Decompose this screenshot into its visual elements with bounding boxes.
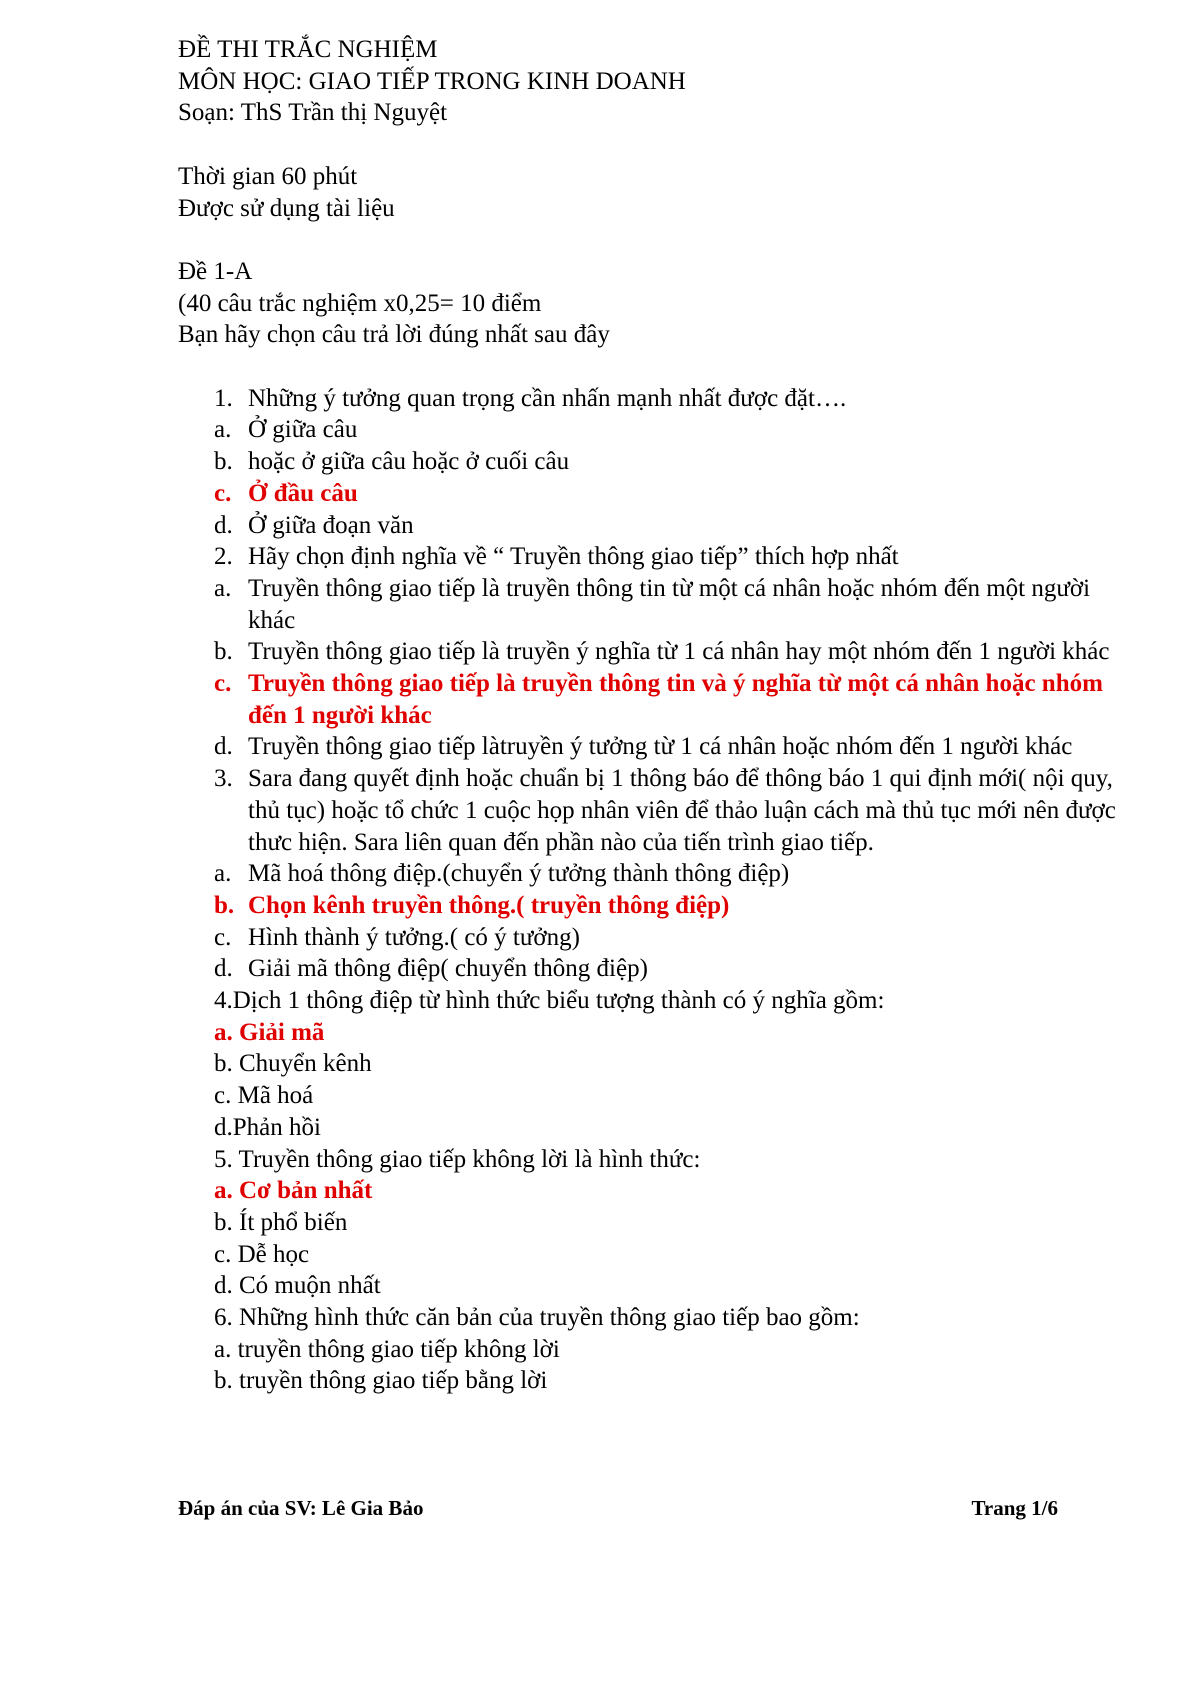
author-line: Soạn: ThS Trần thị Nguyệt [178, 99, 448, 127]
page-footer [178, 1496, 1058, 1521]
q5-option-d: d. Có muộn nhất [214, 1272, 381, 1300]
question-3: 3. Sara đang quyết định hoặc chuẩn bị 1 thông báo để thông báo 1 qui định mới( nội quy, thủ tục) hoặc tổ chức 1 cuộc họp nhân viên để thảo luận cách mà thủ tục mới nên được thưc hiện. Sara liên quan đến phần nào của tiến trình giao tiếp. [214, 765, 1116, 856]
q1-option-c-correct: c. Ở đầu câu [214, 479, 358, 507]
q3-option-b-correct: b. Chọn kênh truyền thông.( truyền thông điệp) [214, 891, 730, 919]
q4-option-b: b. Chuyển kênh [214, 1050, 372, 1078]
q3-option-d: d. Giải mã thông điệp( chuyển thông điệp) [214, 955, 648, 983]
q4-option-c: c. Mã hoá [214, 1082, 314, 1110]
question-4: 4.Dịch 1 thông điệp từ hình thức biểu tượng thành có ý nghĩa gồm: [214, 987, 885, 1015]
exam-code: Đề 1-A [178, 257, 253, 285]
footer-page-number: Trang 1/6 [971, 1496, 1058, 1520]
materials-line: Được sử dụng tài liệu [178, 194, 395, 222]
q4-option-a-correct: a. Giải mã [214, 1018, 325, 1046]
q5-option-c: c. Dễ học [214, 1240, 310, 1268]
q2-option-a: a. Truyền thông giao tiếp là truyền thông tin từ một cá nhân hoặc nhóm đến một người khác [214, 574, 1091, 634]
q6-option-a: a. truyền thông giao tiếp không lời [214, 1335, 560, 1363]
question-5: 5. Truyền thông giao tiếp không lời là hình thức: [214, 1145, 701, 1173]
footer-student-answer: Đáp án của SV: Lê Gia Bảo [178, 1496, 424, 1520]
q5-option-a-correct: a. Cơ bản nhất [214, 1177, 373, 1205]
q2-option-c-correct: c. Truyền thông giao tiếp là truyền thông tin và ý nghĩa từ một cá nhân hoặc nhóm đến 1 người khác [214, 670, 1103, 729]
q2-option-d: d. Truyền thông giao tiếp làtruyền ý tưởng từ 1 cá nhân hoặc nhóm đến 1 người khác [214, 733, 1073, 761]
q5-option-b: b. Ít phổ biến [214, 1208, 348, 1236]
q3-option-c: c. Hình thành ý tưởng.( có ý tưởng) [214, 923, 580, 951]
spacer [178, 351, 1118, 383]
spacer [178, 224, 1118, 256]
q3-option-a: a. Mã hoá thông điệp.(chuyển ý tưởng thành thông điệp) [214, 860, 790, 888]
instruction-line: Bạn hãy chọn câu trả lời đúng nhất sau đây [178, 321, 610, 349]
question-2: 2. Hãy chọn định nghĩa về “ Truyền thông giao tiếp” thích hợp nhất [214, 543, 899, 571]
subject-title: MÔN HỌC: GIAO TIẾP TRONG KINH DOANH [178, 67, 686, 95]
q2-option-b: b. Truyền thông giao tiếp là truyền ý nghĩa từ 1 cá nhân hay một nhóm đến 1 người khác [214, 638, 1110, 666]
question-6: 6. Những hình thức căn bản của truyền thông giao tiếp bao gồm: [214, 1304, 860, 1332]
exam-title: ĐỀ THI TRẮC NGHIỆM [178, 36, 438, 63]
document-page [178, 34, 1118, 1397]
q4-option-d: d.Phản hồi [214, 1113, 321, 1141]
spacer [178, 129, 1118, 161]
scoring-line: (40 câu trắc nghiệm x0,25= 10 điểm [178, 289, 542, 317]
q1-option-a: a. Ở giữa câu [214, 416, 358, 444]
time-line: Thời gian 60 phút [178, 162, 358, 190]
q1-option-d: d. Ở giữa đoạn văn [214, 511, 414, 539]
q1-option-b: b. hoặc ở giữa câu hoặc ở cuối câu [214, 448, 570, 476]
question-1: 1. Những ý tưởng quan trọng cần nhấn mạnh nhất được đặt…. [214, 384, 847, 412]
q6-option-b: b. truyền thông giao tiếp bằng lời [214, 1367, 548, 1395]
